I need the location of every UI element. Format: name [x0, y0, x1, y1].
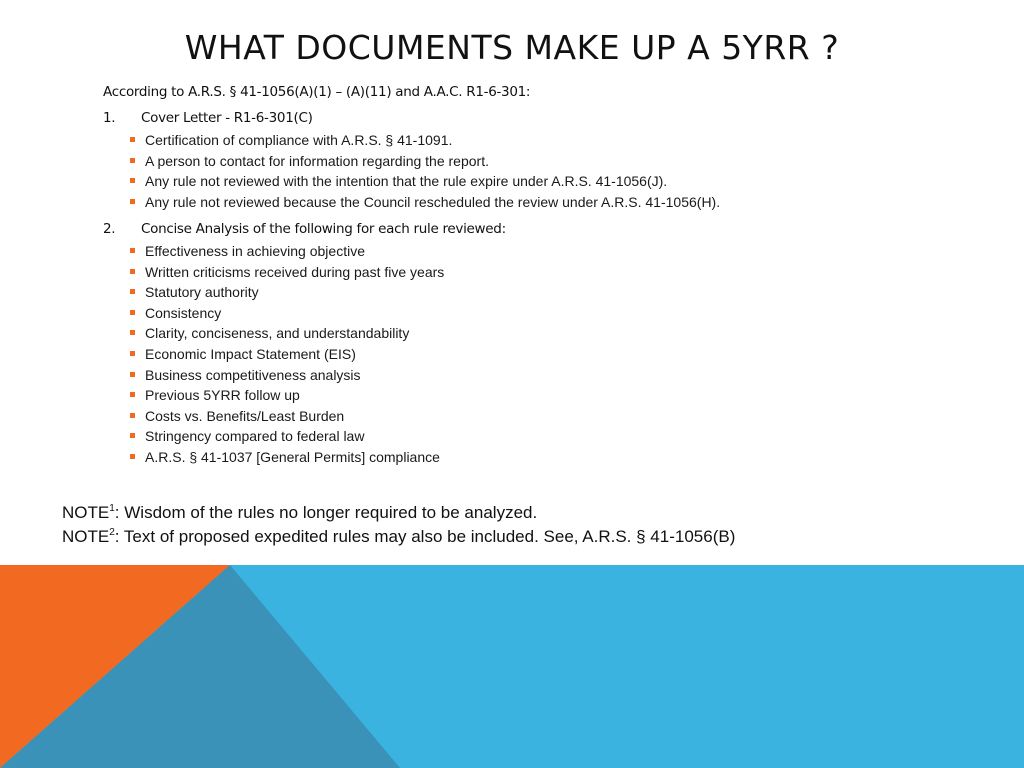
list-item: Stringency compared to federal law [130, 426, 444, 447]
list-item: A person to contact for information regarding the report. [130, 151, 720, 172]
section-2-heading [103, 221, 506, 237]
list-item: A.R.S. § 41-1037 [General Permits] compliance [130, 447, 444, 468]
section-1-title: Cover Letter - R1-6-301(C) [141, 110, 313, 126]
bullet-square-icon [130, 289, 135, 294]
list-item: Economic Impact Statement (EIS) [130, 344, 444, 365]
section-2-title: Concise Analysis of the following for each rule reviewed: [141, 221, 506, 237]
bullet-square-icon [130, 158, 135, 163]
bullet-square-icon [130, 433, 135, 438]
bullet-square-icon [130, 351, 135, 356]
section-2-number: 2. [103, 221, 116, 237]
bullet-square-icon [130, 248, 135, 253]
list-item: Consistency [130, 303, 444, 324]
bullet-square-icon [130, 310, 135, 315]
bullet-square-icon [130, 413, 135, 418]
section-1-number: 1. [103, 110, 116, 126]
bullet-square-icon [130, 199, 135, 204]
bullet-square-icon [130, 372, 135, 377]
bullet-square-icon [130, 269, 135, 274]
section-1-heading [103, 110, 313, 126]
list-item: Any rule not reviewed because the Council rescheduled the review under A.R.S. 41-1056(H). [130, 192, 720, 213]
section-2-bullet-list [130, 241, 444, 468]
list-item: Costs vs. Benefits/Least Burden [130, 406, 444, 427]
note-1: NOTE$^1$: Wisdom of the rules no longer required to be analyzed. [62, 503, 538, 522]
note-2: NOTE$^2$: Text of proposed expedited rules may also be included. See, A.R.S. § 41-1056(B) [62, 527, 736, 546]
bullet-square-icon [130, 178, 135, 183]
list-item: Clarity, conciseness, and understandability [130, 323, 444, 344]
list-item: Business competitiveness analysis [130, 365, 444, 386]
bullet-square-icon [130, 330, 135, 335]
decorative-footer-shapes [0, 565, 1024, 768]
list-item: Any rule not reviewed with the intention that the rule expire under A.R.S. 41-1056(J). [130, 171, 720, 192]
bullet-square-icon [130, 454, 135, 459]
list-item: Certification of compliance with A.R.S. § 41-1091. [130, 130, 720, 151]
list-item: Statutory authority [130, 282, 444, 303]
section-1-bullet-list [130, 130, 720, 212]
list-item: Written criticisms received during past five years [130, 262, 444, 283]
list-item: Previous 5YRR follow up [130, 385, 444, 406]
bullet-square-icon [130, 392, 135, 397]
bullet-square-icon [130, 137, 135, 142]
slide-title: WHAT DOCUMENTS MAKE UP A 5YRR ? [184, 28, 840, 67]
list-item: Effectiveness in achieving objective [130, 241, 444, 262]
intro-text: According to A.R.S. § 41-1056(A)(1) – (A)(11) and A.A.C. R1-6-301: [103, 84, 531, 100]
